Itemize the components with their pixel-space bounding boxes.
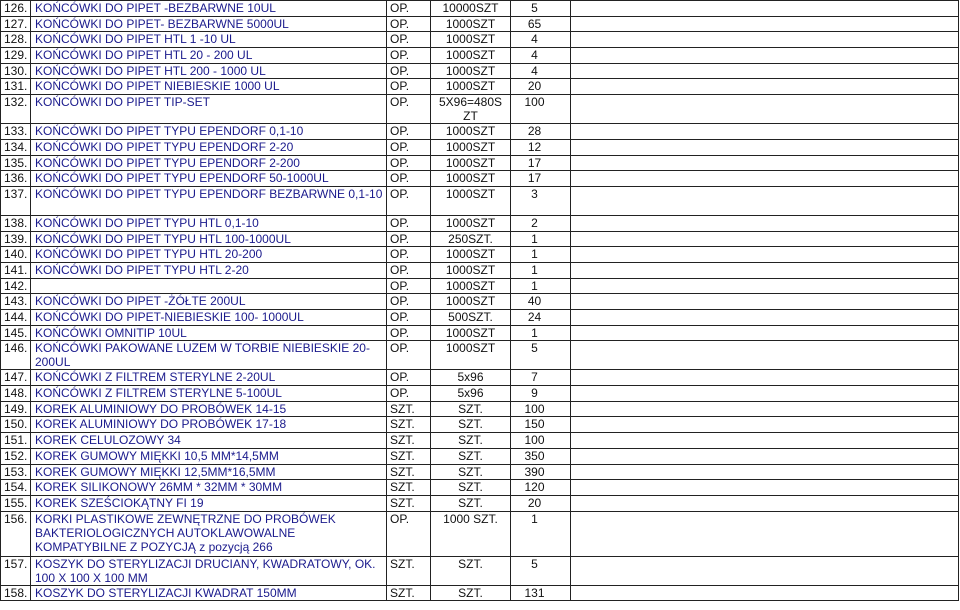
quantity-cell: 2 — [511, 215, 571, 231]
package-size-cell: SZT. — [431, 433, 511, 449]
package-size-cell: 1000SZT — [431, 124, 511, 140]
row-number-cell: 130. — [1, 63, 31, 79]
table-row — [1, 79, 959, 95]
package-size-cell: 1000SZT — [431, 155, 511, 171]
item-description-cell: KOŃCÓWKI DO PIPET HTL 200 - 1000 UL — [31, 63, 387, 79]
quantity-cell: 65 — [511, 16, 571, 32]
row-number-cell: 155. — [1, 495, 31, 511]
package-size-cell: 1000SZT — [431, 294, 511, 310]
unit-cell: SZT. — [387, 448, 431, 464]
unit-cell: OP. — [387, 63, 431, 79]
quantity-cell: 100 — [511, 95, 571, 124]
item-description-cell: KOREK GUMOWY MIĘKKI 10,5 MM*14,5MM — [31, 448, 387, 464]
table-body — [1, 1, 959, 601]
item-description-cell: KOŃCÓWKI DO PIPET TYPU EPENDORF 2-20 — [31, 139, 387, 155]
unit-cell: OP. — [387, 511, 431, 556]
empty-cell — [571, 231, 959, 247]
quantity-cell: 390 — [511, 464, 571, 480]
package-size-cell: 1000SZT — [431, 215, 511, 231]
quantity-cell: 9 — [511, 386, 571, 402]
item-description-cell: KOREK SILIKONOWY 26MM * 32MM * 30MM — [31, 480, 387, 496]
quantity-cell: 4 — [511, 48, 571, 64]
table-row — [1, 48, 959, 64]
table-row — [1, 495, 959, 511]
row-number-cell: 154. — [1, 480, 31, 496]
row-number-cell: 129. — [1, 48, 31, 64]
unit-cell: OP. — [387, 1, 431, 17]
unit-cell: OP. — [387, 139, 431, 155]
unit-cell: SZT. — [387, 480, 431, 496]
unit-cell: SZT. — [387, 495, 431, 511]
item-description-cell: KOŃCÓWKI OMNITIP 10UL — [31, 325, 387, 341]
package-size-cell: 1000SZT — [431, 79, 511, 95]
table-row — [1, 1, 959, 17]
package-size-cell: 1000SZT — [431, 262, 511, 278]
row-number-cell: 153. — [1, 464, 31, 480]
item-description-cell — [31, 278, 387, 294]
quantity-cell: 350 — [511, 448, 571, 464]
unit-cell: OP. — [387, 48, 431, 64]
table-row — [1, 386, 959, 402]
unit-cell: OP. — [387, 294, 431, 310]
table-row — [1, 341, 959, 370]
table-row — [1, 401, 959, 417]
unit-cell: SZT. — [387, 556, 431, 585]
item-description-cell: KOREK ALUMINIOWY DO PROBÓWEK 17-18 — [31, 417, 387, 433]
quantity-cell: 100 — [511, 401, 571, 417]
package-size-cell: 5x96 — [431, 386, 511, 402]
item-description-cell: KOŃCÓWKI DO PIPET TYPU EPENDORF 50-1000UL — [31, 171, 387, 187]
item-description-cell: KOŃCÓWKI DO PIPET NIEBIESKIE 1000 UL — [31, 79, 387, 95]
package-size-cell: 5X96=480S ZT — [431, 95, 511, 124]
unit-cell: SZT. — [387, 464, 431, 480]
row-number-cell: 142. — [1, 278, 31, 294]
item-description-cell: KOŃCÓWKI DO PIPET -ŻÓŁTE 200UL — [31, 294, 387, 310]
empty-cell — [571, 417, 959, 433]
item-description-cell: KOŃCÓWKI PAKOWANE LUZEM W TORBIE NIEBIESKIE 20-200UL — [31, 341, 387, 370]
unit-cell: OP. — [387, 155, 431, 171]
item-description-cell: KOŃCÓWKI Z FILTREM STERYLNE 2-20UL — [31, 370, 387, 386]
row-number-cell: 127. — [1, 16, 31, 32]
row-number-cell: 151. — [1, 433, 31, 449]
quantity-cell: 1 — [511, 278, 571, 294]
quantity-cell: 20 — [511, 79, 571, 95]
row-number-cell: 143. — [1, 294, 31, 310]
package-size-cell: 1000SZT — [431, 171, 511, 187]
empty-cell — [571, 401, 959, 417]
table-row — [1, 32, 959, 48]
empty-cell — [571, 48, 959, 64]
row-number-cell: 144. — [1, 310, 31, 326]
table-row — [1, 294, 959, 310]
empty-cell — [571, 1, 959, 17]
package-size-cell: SZT. — [431, 556, 511, 585]
quantity-cell: 40 — [511, 294, 571, 310]
table-row — [1, 231, 959, 247]
row-number-cell: 138. — [1, 215, 31, 231]
unit-cell: OP. — [387, 370, 431, 386]
quantity-cell: 12 — [511, 139, 571, 155]
package-size-cell: SZT. — [431, 401, 511, 417]
unit-cell: SZT. — [387, 585, 431, 601]
empty-cell — [571, 386, 959, 402]
quantity-cell: 17 — [511, 155, 571, 171]
quantity-cell: 3 — [511, 186, 571, 215]
unit-cell: OP. — [387, 95, 431, 124]
row-number-cell: 132. — [1, 95, 31, 124]
item-description-cell: KORKI PLASTIKOWE ZEWNĘTRZNE DO PROBÓWEK BAKTERIOLOGICZNYCH AUTOKLAWOWALNE KOMPATYBILNE Z POZYCJĄ z pozycją 266 — [31, 511, 387, 556]
package-size-cell: SZT. — [431, 464, 511, 480]
row-number-cell: 133. — [1, 124, 31, 140]
item-description-cell: KOSZYK DO STERYLIZACJI DRUCIANY, KWADRATOWY, OK. 100 X 100 X 100 MM — [31, 556, 387, 585]
table-row — [1, 480, 959, 496]
quantity-cell: 24 — [511, 310, 571, 326]
empty-cell — [571, 370, 959, 386]
package-size-cell: 1000SZT — [431, 278, 511, 294]
unit-cell: OP. — [387, 247, 431, 263]
table-row — [1, 171, 959, 187]
package-size-cell: 1000SZT — [431, 63, 511, 79]
unit-cell: OP. — [387, 16, 431, 32]
row-number-cell: 150. — [1, 417, 31, 433]
quantity-cell: 1 — [511, 511, 571, 556]
item-description-cell: KOŃCÓWKI DO PIPET TYPU EPENDORF BEZBARWNE 0,1-10 — [31, 186, 387, 215]
item-description-cell: KOŃCÓWKI DO PIPET TYPU HTL 20-200 — [31, 247, 387, 263]
empty-cell — [571, 247, 959, 263]
item-description-cell: KOŃCÓWKI DO PIPET TYPU HTL 2-20 — [31, 262, 387, 278]
item-description-cell: KOŃCÓWKI DO PIPET- BEZBARWNE 5000UL — [31, 16, 387, 32]
unit-cell: OP. — [387, 310, 431, 326]
row-number-cell: 134. — [1, 139, 31, 155]
item-description-cell: KOŃCÓWKI DO PIPET-NIEBIESKIE 100- 1000UL — [31, 310, 387, 326]
package-size-cell: 10000SZT — [431, 1, 511, 17]
item-description-cell: KOSZYK DO STERYLIZACJI KWADRAT 150MM — [31, 585, 387, 601]
item-description-cell: KOŃCÓWKI DO PIPET TYPU EPENDORF 0,1-10 — [31, 124, 387, 140]
table-row — [1, 370, 959, 386]
table-row — [1, 325, 959, 341]
quantity-cell: 5 — [511, 556, 571, 585]
table-row — [1, 448, 959, 464]
table-row — [1, 124, 959, 140]
package-size-cell: 250SZT. — [431, 231, 511, 247]
empty-cell — [571, 464, 959, 480]
item-description-cell: KOŃCÓWKI DO PIPET HTL 1 -10 UL — [31, 32, 387, 48]
package-size-cell: 1000SZT — [431, 325, 511, 341]
table-row — [1, 155, 959, 171]
quantity-cell: 5 — [511, 341, 571, 370]
table-row — [1, 139, 959, 155]
row-number-cell: 131. — [1, 79, 31, 95]
unit-cell: OP. — [387, 32, 431, 48]
empty-cell — [571, 310, 959, 326]
unit-cell: OP. — [387, 262, 431, 278]
unit-cell: OP. — [387, 325, 431, 341]
table-row — [1, 95, 959, 124]
table-row — [1, 16, 959, 32]
table-row — [1, 464, 959, 480]
table-row — [1, 278, 959, 294]
unit-cell: OP. — [387, 215, 431, 231]
package-size-cell: 1000SZT — [431, 48, 511, 64]
empty-cell — [571, 16, 959, 32]
row-number-cell: 126. — [1, 1, 31, 17]
empty-cell — [571, 511, 959, 556]
package-size-cell: SZT. — [431, 585, 511, 601]
table-row — [1, 585, 959, 601]
package-size-cell: 1000SZT — [431, 247, 511, 263]
empty-cell — [571, 215, 959, 231]
package-size-cell: SZT. — [431, 495, 511, 511]
item-description-cell: KOŃCÓWKI DO PIPET -BEZBARWNE 10UL — [31, 1, 387, 17]
empty-cell — [571, 585, 959, 601]
quantity-cell: 7 — [511, 370, 571, 386]
item-description-cell: KOREK CELULOZOWY 34 — [31, 433, 387, 449]
package-size-cell: 1000SZT — [431, 16, 511, 32]
empty-cell — [571, 480, 959, 496]
empty-cell — [571, 262, 959, 278]
empty-cell — [571, 79, 959, 95]
item-description-cell: KOREK SZEŚCIOKĄTNY FI 19 — [31, 495, 387, 511]
item-description-cell: KOŃCÓWKI DO PIPET HTL 20 - 200 UL — [31, 48, 387, 64]
package-size-cell: SZT. — [431, 480, 511, 496]
empty-cell — [571, 139, 959, 155]
row-number-cell: 158. — [1, 585, 31, 601]
row-number-cell: 145. — [1, 325, 31, 341]
empty-cell — [571, 294, 959, 310]
empty-cell — [571, 186, 959, 215]
quantity-cell: 120 — [511, 480, 571, 496]
quantity-cell: 1 — [511, 325, 571, 341]
unit-cell: OP. — [387, 186, 431, 215]
unit-cell: SZT. — [387, 433, 431, 449]
item-description-cell: KOŃCÓWKI DO PIPET TYPU HTL 0,1-10 — [31, 215, 387, 231]
item-description-cell: KOREK GUMOWY MIĘKKI 12,5MM*16,5MM — [31, 464, 387, 480]
unit-cell: OP. — [387, 79, 431, 95]
empty-cell — [571, 155, 959, 171]
package-size-cell: 1000SZT — [431, 186, 511, 215]
package-size-cell: 5x96 — [431, 370, 511, 386]
item-description-cell: KOŃCÓWKI DO PIPET TYPU EPENDORF 2-200 — [31, 155, 387, 171]
row-number-cell: 149. — [1, 401, 31, 417]
row-number-cell: 137. — [1, 186, 31, 215]
quantity-cell: 1 — [511, 262, 571, 278]
row-number-cell: 157. — [1, 556, 31, 585]
unit-cell: OP. — [387, 124, 431, 140]
empty-cell — [571, 448, 959, 464]
empty-cell — [571, 278, 959, 294]
quantity-cell: 28 — [511, 124, 571, 140]
table-row — [1, 262, 959, 278]
row-number-cell: 141. — [1, 262, 31, 278]
quantity-cell: 17 — [511, 171, 571, 187]
unit-cell: OP. — [387, 231, 431, 247]
row-number-cell: 135. — [1, 155, 31, 171]
row-number-cell: 140. — [1, 247, 31, 263]
empty-cell — [571, 32, 959, 48]
package-size-cell: 1000SZT — [431, 341, 511, 370]
item-description-cell: KOŃCÓWKI Z FILTREM STERYLNE 5-100UL — [31, 386, 387, 402]
table-row — [1, 186, 959, 215]
quantity-cell: 20 — [511, 495, 571, 511]
row-number-cell: 152. — [1, 448, 31, 464]
row-number-cell: 136. — [1, 171, 31, 187]
empty-cell — [571, 95, 959, 124]
table-row — [1, 310, 959, 326]
empty-cell — [571, 171, 959, 187]
quantity-cell: 131 — [511, 585, 571, 601]
row-number-cell: 147. — [1, 370, 31, 386]
row-number-cell: 146. — [1, 341, 31, 370]
row-number-cell: 156. — [1, 511, 31, 556]
table-row — [1, 511, 959, 556]
item-description-cell: KOŃCÓWKI DO PIPET TIP-SET — [31, 95, 387, 124]
unit-cell: OP. — [387, 386, 431, 402]
quantity-cell: 5 — [511, 1, 571, 17]
unit-cell: OP. — [387, 278, 431, 294]
row-number-cell: 128. — [1, 32, 31, 48]
quantity-cell: 1 — [511, 247, 571, 263]
package-size-cell: SZT. — [431, 417, 511, 433]
quantity-cell: 150 — [511, 417, 571, 433]
quantity-cell: 100 — [511, 433, 571, 449]
quantity-cell: 1 — [511, 231, 571, 247]
row-number-cell: 148. — [1, 386, 31, 402]
unit-cell: OP. — [387, 341, 431, 370]
unit-cell: OP. — [387, 171, 431, 187]
table-row — [1, 63, 959, 79]
empty-cell — [571, 341, 959, 370]
table-row — [1, 433, 959, 449]
package-size-cell: 1000 SZT. — [431, 511, 511, 556]
item-description-cell: KOŃCÓWKI DO PIPET TYPU HTL 100-1000UL — [31, 231, 387, 247]
unit-cell: SZT. — [387, 401, 431, 417]
unit-cell: SZT. — [387, 417, 431, 433]
empty-cell — [571, 556, 959, 585]
empty-cell — [571, 495, 959, 511]
quantity-cell: 4 — [511, 63, 571, 79]
row-number-cell: 139. — [1, 231, 31, 247]
empty-cell — [571, 63, 959, 79]
package-size-cell: SZT. — [431, 448, 511, 464]
item-description-cell: KOREK ALUMINIOWY DO PROBÓWEK 14-15 — [31, 401, 387, 417]
package-size-cell: 1000SZT — [431, 139, 511, 155]
table-row — [1, 556, 959, 585]
empty-cell — [571, 433, 959, 449]
package-size-cell: 1000SZT — [431, 32, 511, 48]
quantity-cell: 4 — [511, 32, 571, 48]
empty-cell — [571, 325, 959, 341]
table-row — [1, 215, 959, 231]
empty-cell — [571, 124, 959, 140]
table-row — [1, 417, 959, 433]
table-row — [1, 247, 959, 263]
package-size-cell: 500SZT. — [431, 310, 511, 326]
